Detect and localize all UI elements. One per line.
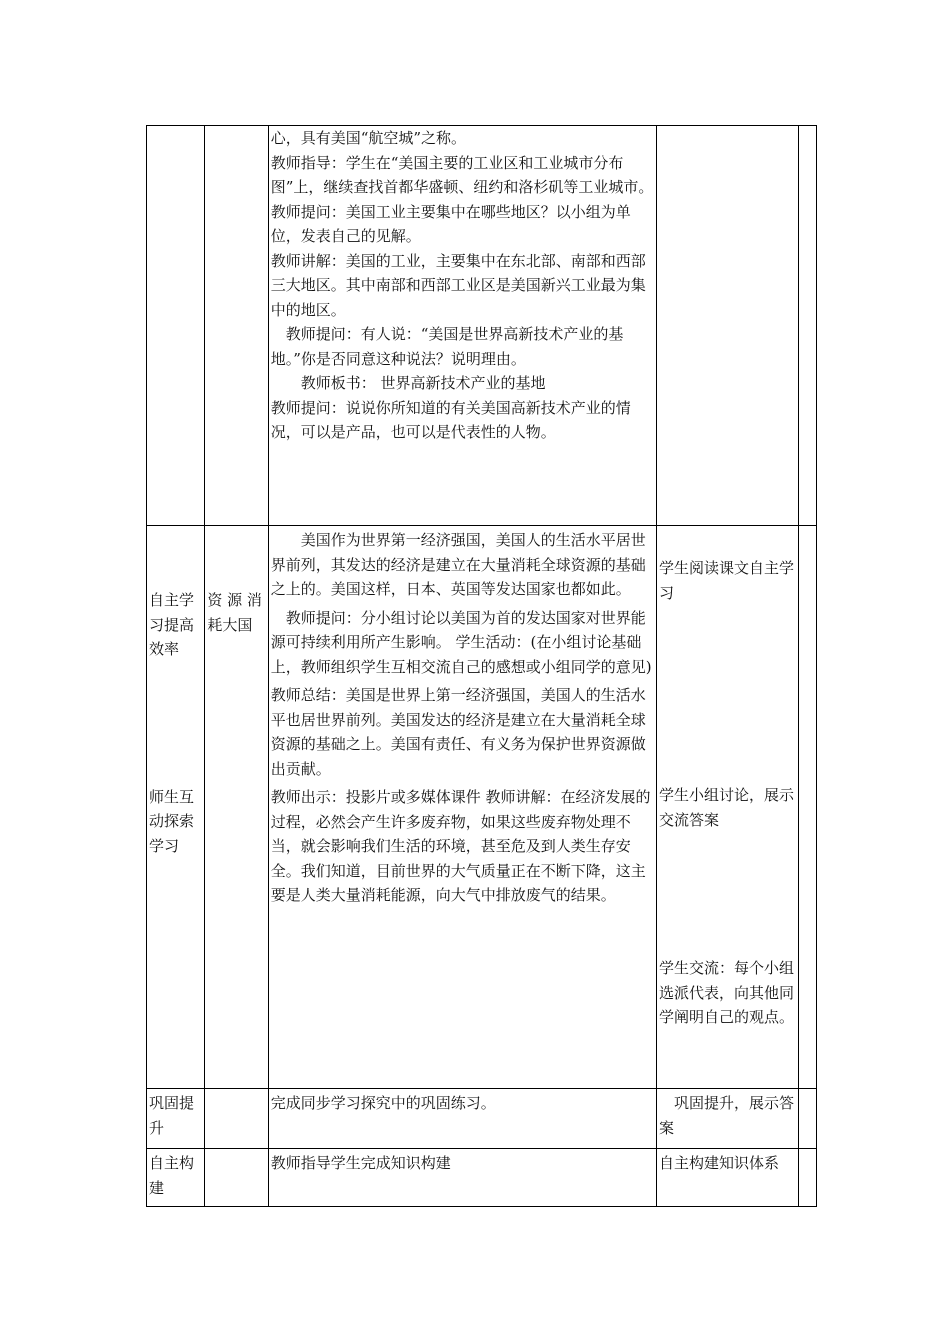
student-activity-cell: [657, 126, 799, 526]
teacher-activity-cell: [268, 126, 656, 526]
teacher-activity-cell: [268, 1149, 656, 1207]
stage-cell: [147, 1149, 205, 1207]
content-paragraph: 教师总结：美国是世界上第一经济强国，美国人的生活水平也居世界前列。美国发达的经济是建立在大量消耗全球资源的基础之上。美国有责任、有义务为保护世界资源做出贡献。: [270, 686, 646, 778]
notes-cell: [798, 1149, 816, 1207]
notes-cell: [798, 526, 816, 1089]
content-paragraph: 教师板书： 世界高新技术产业的基地: [300, 374, 546, 392]
content-paragraph: 教师指导：学生在“美国主要的工业区和工业城市分布图”上，继续查找首都华盛顿、纽约和洛杉矶等工业城市。: [270, 153, 654, 196]
stage-label: 巩固提升: [149, 1094, 195, 1137]
student-activity-cell: [657, 526, 799, 1089]
topic-cell: [205, 126, 268, 526]
student-activity-cell: [657, 1089, 799, 1149]
table-row: [147, 1089, 817, 1149]
content-paragraph: 教师提问：美国工业主要集中在哪些地区？以小组为单位，发表自己的见解。: [270, 202, 631, 245]
content-paragraph: 心，具有美国“航空城”之称。: [270, 129, 467, 147]
stage-cell: [147, 126, 205, 526]
content-paragraph: 美国作为世界第一经济强国，美国人的生活水平居世界前列，其发达的经济是建立在大量消耗全球资源的基础之上的。美国这样，日本、英国等发达国家也都如此。: [270, 531, 646, 598]
teacher-activity-cell: [268, 1089, 656, 1149]
topic-cell: [205, 1149, 268, 1207]
content-paragraph: 教师提问：说说你所知道的有关美国高新技术产业的情况，可以是产品，也可以是代表性的人物。: [270, 398, 631, 441]
student-activity: 巩固提升，展示答案: [659, 1094, 795, 1137]
student-activity: 自主构建知识体系: [659, 1154, 780, 1172]
content-paragraph: 完成同步学习探究中的巩固练习。: [270, 1094, 496, 1112]
topic-cell: [205, 1089, 268, 1149]
notes-cell: [798, 1089, 816, 1149]
topic-cell: [205, 526, 268, 1089]
topic-label: 资 源 消耗大国: [207, 591, 262, 634]
content-paragraph: 教师指导学生完成知识构建: [270, 1154, 451, 1172]
student-activity: 学生小组讨论，展示交流答案: [659, 786, 795, 829]
content-paragraph: 教师提问：分小组讨论以美国为首的发达国家对世界能源可持续利用所产生影响。 学生活动：(在小组讨论基础上，教师组织学生互相交流自己的感想或小组同学的意见): [270, 608, 652, 676]
teacher-activity-cell: [268, 526, 656, 1089]
student-activity: 学生阅读课文自主学习: [659, 559, 795, 602]
content-paragraph: 教师出示：投影片或多媒体课件 教师讲解：在经济发展的过程，必然会产生许多废弃物，如果这些废弃物处理不当，就会影响我们生活的环境，甚至危及到人类生存安全。我们知道，目前世界的大气质量正在不断下降，这主要是人类大量消耗能源，向大气中排放废气的结果。: [270, 788, 651, 904]
stage-label: 师生互动探索学习: [149, 787, 195, 855]
student-activity: 学生交流：每个小组选派代表，向其他同学阐明自己的观点。: [659, 959, 795, 1026]
notes-cell: [798, 126, 816, 526]
stage-cell: [147, 526, 205, 1089]
lesson-plan-table: [146, 125, 817, 1207]
table-row: [147, 526, 817, 1089]
table-row: [147, 126, 817, 526]
stage-label: 自主构建: [149, 1154, 195, 1197]
stage-label: 自主学习提高效率: [149, 591, 195, 658]
table-row: [147, 1149, 817, 1207]
content-paragraph: 教师讲解：美国的工业，主要集中在东北部、南部和西部三大地区。其中南部和西部工业区是美国新兴工业最为集中的地区。: [270, 251, 646, 319]
content-paragraph: 教师提问：有人说：“美国是世界高新技术产业的基地。”你是否同意这种说法？说明理由。: [270, 325, 624, 368]
stage-cell: [147, 1089, 205, 1149]
student-activity-cell: [657, 1149, 799, 1207]
